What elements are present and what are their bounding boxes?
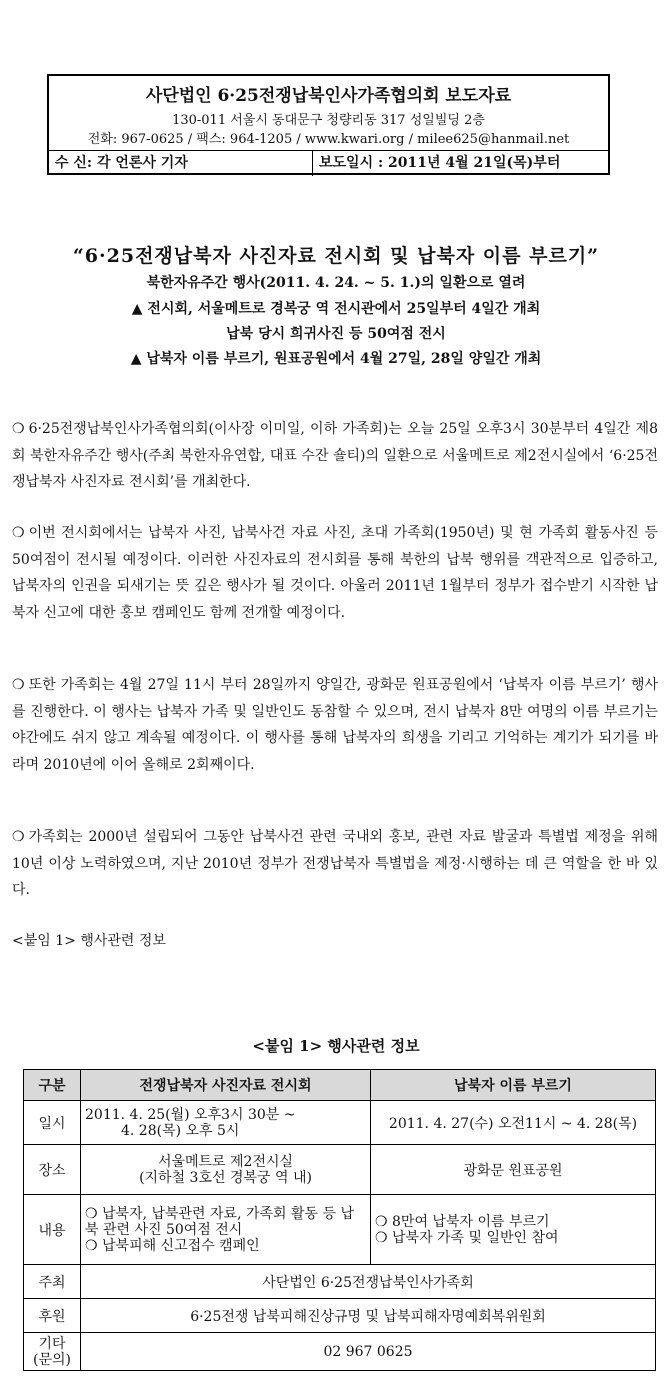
- bullet-icon: ❍: [375, 1213, 388, 1230]
- event-info-table: [23, 1069, 656, 1371]
- org-title: 사단법인 6·25전쟁납북인사가족협의회 보도자료: [145, 86, 512, 106]
- bullet-icon: ❍: [375, 1229, 388, 1246]
- sponsor-value: 6·25전쟁 납북피해진상규명 및 납북피해자명예회복위원회: [81, 1299, 656, 1333]
- row-label-etc: [24, 1333, 81, 1371]
- exhibition-date: [81, 1101, 371, 1145]
- org-contact: 전화: 967-0625 / 팩스: 964-1205 / www.kwari.org / milee625@hanmail.net: [87, 132, 570, 147]
- attachment-title: <붙임 1> 행사관련 정보: [252, 1037, 420, 1055]
- row-label-etc-line-2: (문의): [33, 1351, 71, 1368]
- exhibition-date-line-1: 2011. 4. 25(월) 오후3시 30분 ~: [85, 1106, 296, 1123]
- exhibition-place: [81, 1145, 371, 1195]
- headline-sub-3: 납북 당시 희귀사진 등 50여점 전시: [226, 326, 446, 342]
- paragraph-4: [12, 824, 658, 904]
- name-calling-content-item-2: ❍ 납북자 가족 및 일반인 참여: [375, 1229, 559, 1246]
- exhibition-place-line-2: (지하철 3호선 경복궁 역 내): [139, 1169, 312, 1186]
- header-name-calling: 납북자 이름 부르기: [371, 1070, 656, 1101]
- name-calling-content-item-1: ❍ 8만여 납북자 이름 부르기: [375, 1213, 550, 1230]
- row-label-content: 내용: [24, 1195, 81, 1265]
- exhibition-place-line-1: 서울메트로 제2전시실: [157, 1153, 294, 1170]
- paragraph-1: [12, 416, 658, 496]
- exhibition-content-item-1: ❍ 납북자, 납북관련 자료, 가족회 활동 등 납북 관련 사진 50여점 전시: [85, 1205, 355, 1238]
- row-label-etc-line-1: 기타: [38, 1335, 66, 1352]
- org-address: 130-011 서울시 동대문구 청량리동 317 성일빌딩 2층: [172, 113, 485, 128]
- name-calling-content: [371, 1195, 656, 1265]
- table-row-host: [24, 1265, 656, 1299]
- paragraph-3-text: 또한 가족회는 4월 27일 11시 부터 28일까지 양일간, 광화문 원표공원에서 ‘납북자 이름 부르기’ 행사를 진행한다. 이 행사는 납북자 가족 및 일반인도 동참할 수 있으며, 전시 납북자 8만 여명의 이름 부르기는 야간에도 쉬지 않고 계속될 예정이다. 이 행사를 통해 납북자의 희생을 기리고 기억하는 계기가 되기를 바라며 2010년에 이어 올해로 2회째이다.: [12, 677, 658, 773]
- bullet-icon: ❍: [85, 1205, 98, 1222]
- header-info-row: [49, 150, 608, 176]
- headline-sub-4: ▲ 납북자 이름 부르기, 원표공원에서 4월 27일, 28일 양일간 개최: [130, 351, 542, 367]
- contact-phone: 02 967 0625: [81, 1333, 656, 1371]
- header-category: 구분: [24, 1070, 81, 1101]
- row-label-place: 장소: [24, 1145, 81, 1195]
- table-row-place: [24, 1145, 656, 1195]
- name-calling-place: 광화문 원표공원: [371, 1145, 656, 1195]
- recipient: 수 신: 각 언론사 기자: [49, 151, 313, 176]
- headline-title: “6·25전쟁납북자 사진자료 전시회 및 납북자 이름 부르기”: [72, 245, 600, 267]
- paragraph-3: [12, 672, 658, 778]
- paragraph-2: [12, 520, 658, 626]
- host-value: 사단법인 6·25전쟁납북인사가족회: [81, 1265, 656, 1299]
- paragraph-2-text: 이번 전시회에서는 납북자 사진, 납북사건 자료 사진, 초대 가족회(1950년) 및 현 가족회 활동사진 등 50여점이 전시될 예정이다. 이러한 사진자료의 전시회를 통해 북한의 납북 행위를 객관적으로 입증하고, 납북자의 인권을 되새기는 뜻 깊은 행사가 될 것이다. 아울러 2011년 1월부터 정부가 접수받기 시작한 납북자 신고에 대한 홍보 캠페인도 함께 전개할 예정이다.: [12, 525, 658, 621]
- row-label-host: 주최: [24, 1265, 81, 1299]
- table-row-date: [24, 1101, 656, 1145]
- name-calling-date: 2011. 4. 27(수) 오전11시 ~ 4. 28(목): [371, 1101, 656, 1145]
- table-header-row: [24, 1070, 656, 1101]
- paragraph-4-text: 가족회는 2000년 설립되어 그동안 납북사건 관련 국내외 홍보, 관련 자료 발굴과 특별법 제정을 위해 10년 이상 노력하였으며, 지난 2010년 정부가 전쟁납북자 특별법을 제정·시행하는 데 큰 역할을 한 바 있다.: [12, 829, 658, 898]
- bullet-icon: ❍: [85, 1237, 98, 1254]
- table-row-sponsor: [24, 1299, 656, 1333]
- headline-sub-1: 북한자유주간 행사(2011. 4. 24. ~ 5. 1.)의 일환으로 열려: [146, 275, 526, 291]
- press-release-header: [47, 74, 610, 175]
- table-row-etc: [24, 1333, 656, 1371]
- header-exhibition: 전쟁납북자 사진자료 전시회: [81, 1070, 371, 1101]
- row-label-date: 일시: [24, 1101, 81, 1145]
- bullet-icon: ❍: [12, 677, 25, 693]
- paragraph-1-text: 6·25전쟁납북인사가족협의회(이사장 이미일, 이하 가족회)는 오늘 25일 오후3시 30분부터 4일간 제8회 북한자유주간 행사(주최 북한자유연합, 대표 수잔 숄티)의 일환으로 서울메트로 제2전시실에서 ‘6·25전쟁납북자 사진자료 전시회’를 개최한다.: [12, 421, 658, 490]
- table-row-content: [24, 1195, 656, 1265]
- attachment-note: <붙임 1> 행사관련 정보: [12, 933, 166, 949]
- row-label-sponsor: 후원: [24, 1299, 81, 1333]
- bullet-icon: ❍: [12, 525, 25, 541]
- exhibition-date-line-2: 4. 28(목) 오후 5시: [121, 1122, 240, 1139]
- bullet-icon: ❍: [12, 829, 25, 845]
- bullet-icon: ❍: [12, 421, 25, 437]
- headline-sub-2: ▲ 전시회, 서울메트로 경복궁 역 전시관에서 25일부터 4일간 개최: [131, 301, 541, 317]
- release-date: 보도일시 : 2011년 4월 21일(목)부터: [319, 155, 561, 171]
- exhibition-content-item-2: ❍ 납북피해 신고접수 캠페인: [85, 1237, 260, 1254]
- exhibition-content: [81, 1195, 371, 1265]
